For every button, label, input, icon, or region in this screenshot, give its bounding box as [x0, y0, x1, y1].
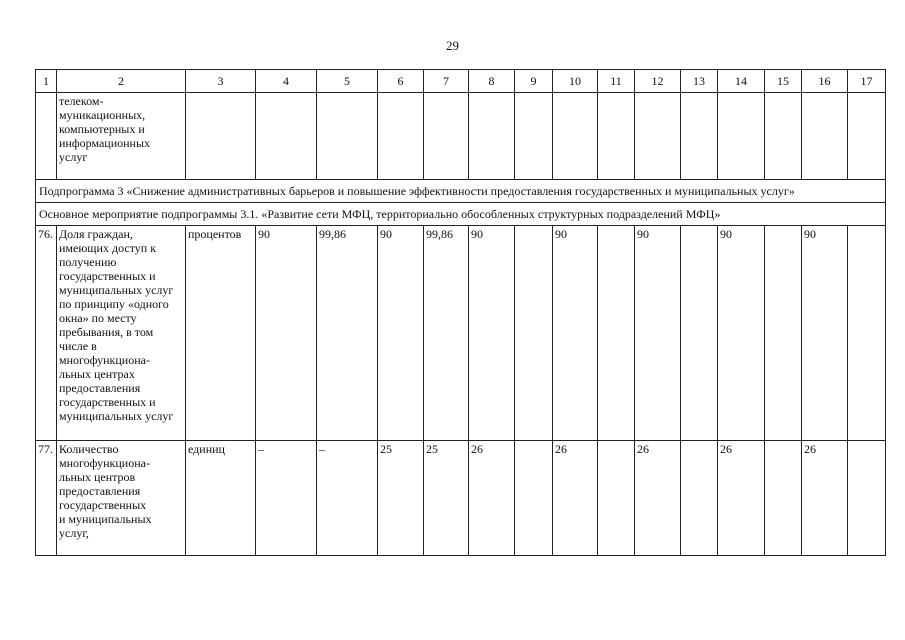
value-cell: 90	[718, 226, 765, 441]
value-cell	[802, 93, 848, 180]
unit-cell	[186, 93, 256, 180]
value-cell: 99,86	[317, 226, 378, 441]
row-number-cell: 77.	[36, 441, 57, 556]
indicators-table	[35, 69, 886, 556]
value-cell	[378, 93, 424, 180]
value-cell	[598, 93, 635, 180]
header-cell: 5	[317, 70, 378, 93]
header-cell: 10	[553, 70, 598, 93]
value-cell: 90	[553, 226, 598, 441]
header-cell: 12	[635, 70, 681, 93]
table-row	[36, 226, 886, 441]
main-activity-title: Основное мероприятие подпрограммы 3.1. «Развитие сети МФЦ, территориально обособленных структурных подразделений МФЦ»	[36, 203, 886, 226]
value-cell	[765, 441, 802, 556]
value-cell: 26	[802, 441, 848, 556]
value-cell: 90	[378, 226, 424, 441]
value-cell	[469, 93, 515, 180]
value-cell	[848, 226, 886, 441]
value-cell	[553, 93, 598, 180]
header-cell: 6	[378, 70, 424, 93]
value-cell: 26	[635, 441, 681, 556]
value-cell	[681, 441, 718, 556]
header-cell: 13	[681, 70, 718, 93]
indicator-name-cell: Доля граждан, имеющих доступ к получению государственных и муниципальных услуг по принципу «одного окна» по месту пребывания, в том числе в многофункциона- льных центрах предоставления государственных и муниципальных услуг	[57, 226, 186, 441]
value-cell	[765, 226, 802, 441]
header-cell: 11	[598, 70, 635, 93]
value-cell: 90	[635, 226, 681, 441]
subprogram-row	[36, 180, 886, 203]
row-number-cell	[36, 93, 57, 180]
header-cell: 14	[718, 70, 765, 93]
value-cell	[317, 93, 378, 180]
value-cell	[515, 441, 553, 556]
value-cell: 26	[469, 441, 515, 556]
value-cell	[515, 93, 553, 180]
indicator-name-cell: Количество многофункциона- льных центров предоставления государственных и муниципальных услуг,	[57, 441, 186, 556]
header-cell: 3	[186, 70, 256, 93]
value-cell	[848, 93, 886, 180]
value-cell	[424, 93, 469, 180]
table-row	[36, 93, 886, 180]
value-cell	[635, 93, 681, 180]
header-cell: 9	[515, 70, 553, 93]
table-header-row	[36, 70, 886, 93]
value-cell	[598, 441, 635, 556]
header-cell: 7	[424, 70, 469, 93]
page-number: 29	[446, 38, 459, 53]
unit-cell: процентов	[186, 226, 256, 441]
value-cell	[598, 226, 635, 441]
value-cell: 90	[256, 226, 317, 441]
row-number-cell: 76.	[36, 226, 57, 441]
header-cell: 8	[469, 70, 515, 93]
value-cell	[256, 93, 317, 180]
indicator-name-cell: телеком- муникационных, компьютерных и информационных услуг	[57, 93, 186, 180]
subprogram-title: Подпрограмма 3 «Снижение административных барьеров и повышение эффективности предоставления государственных и муниципальных услуг»	[36, 180, 886, 203]
value-cell	[681, 93, 718, 180]
value-cell	[515, 226, 553, 441]
header-cell: 17	[848, 70, 886, 93]
value-cell: 26	[553, 441, 598, 556]
value-cell: 99,86	[424, 226, 469, 441]
header-cell: 1	[36, 70, 57, 93]
value-cell	[681, 226, 718, 441]
value-cell: –	[317, 441, 378, 556]
header-cell: 4	[256, 70, 317, 93]
table-row	[36, 441, 886, 556]
header-cell: 16	[802, 70, 848, 93]
value-cell	[765, 93, 802, 180]
header-cell: 2	[57, 70, 186, 93]
header-cell: 15	[765, 70, 802, 93]
value-cell: 90	[802, 226, 848, 441]
value-cell	[848, 441, 886, 556]
value-cell: 90	[469, 226, 515, 441]
unit-cell: единиц	[186, 441, 256, 556]
value-cell: 26	[718, 441, 765, 556]
main-activity-row	[36, 203, 886, 226]
value-cell: –	[256, 441, 317, 556]
value-cell: 25	[378, 441, 424, 556]
value-cell	[718, 93, 765, 180]
value-cell: 25	[424, 441, 469, 556]
